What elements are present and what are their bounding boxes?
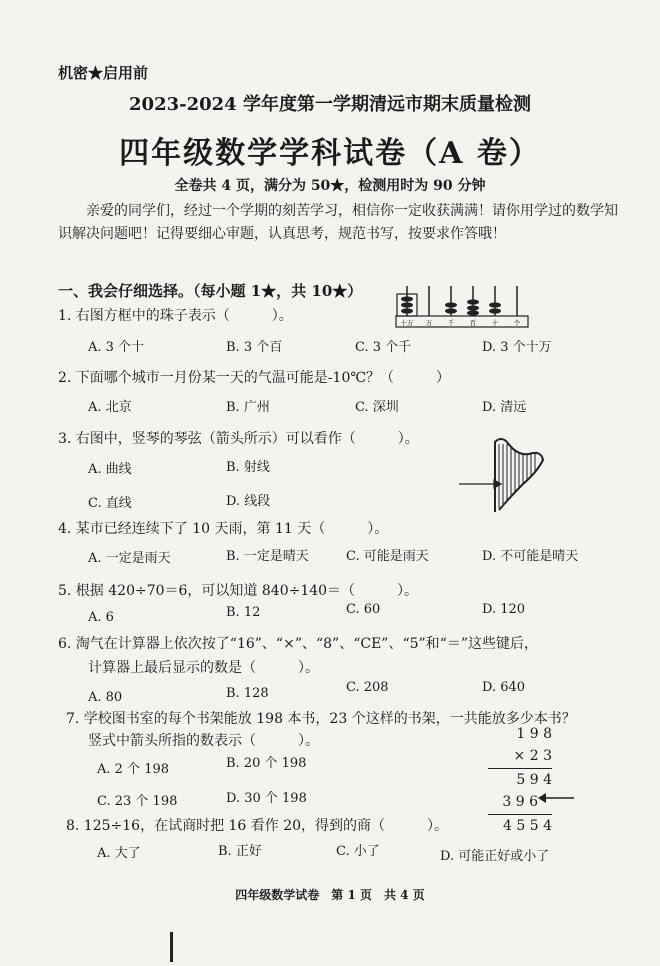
abacus-label: 百 <box>469 319 477 327</box>
q2-option-a: A. 北京 <box>88 400 132 415</box>
q7-option-b: B. 20 个 198 <box>226 756 307 771</box>
q6-option-d: D. 640 <box>482 680 526 695</box>
q5-option-a: A. 6 <box>88 610 114 625</box>
q5-option-c: C. 60 <box>346 602 381 617</box>
question-8-stem: 8. 125÷16，在试商时把 16 看作 20，得到的商（ ）。 <box>66 818 449 834</box>
question-7-stem-cont: 竖式中箭头所指的数表示（ ）。 <box>88 733 319 749</box>
section-1-title: 一、我会仔细选择。（每小题 1★，共 10★） <box>58 282 363 300</box>
calc-rule <box>488 768 552 769</box>
arrow-left-icon <box>536 788 576 808</box>
q8-option-c: C. 小了 <box>336 844 380 859</box>
question-2-stem: 2. 下面哪个城市一月份某一天的气温可能是-10℃？（ ） <box>58 370 451 386</box>
q4-option-a: A. 一定是雨天 <box>88 551 171 566</box>
q4-option-b: B. 一定是晴天 <box>226 549 309 564</box>
q2-option-c: C. 深圳 <box>355 400 399 415</box>
question-3-stem: 3. 右图中，竖琴的琴弦（箭头所示）可以看作（ ）。 <box>58 431 419 447</box>
q1-option-c: C. 3 个千 <box>355 340 412 355</box>
calc-multiplier: × 2 3 <box>513 748 552 764</box>
question-6-stem-cont: 计算器上最后显示的数是（ ）。 <box>88 660 319 676</box>
calc-result: 4 5 5 4 <box>503 818 552 834</box>
q1-option-d: D. 3 个十万 <box>482 340 552 355</box>
q7-option-a: A. 2 个 198 <box>97 762 170 777</box>
q7-option-c: C. 23 个 198 <box>97 794 178 809</box>
calc-partial-2: 3 9 6 <box>502 794 538 810</box>
abacus-label: 千 <box>447 319 455 327</box>
paper-title: 四年级数学学科试卷（A 卷） <box>119 136 541 171</box>
q8-option-a: A. 大了 <box>97 846 141 861</box>
question-6-stem: 6. 淘气在计算器上依次按了“16”、“×”、“8”、“CE”、“5”和“＝”这些键后， <box>58 636 538 652</box>
exam-line: 2023-2024 学年度第一学期清远市期末质量检测 <box>129 94 531 115</box>
abacus-label: 十万 <box>400 319 414 327</box>
q8-option-d: D. 可能正好或小了 <box>440 849 550 864</box>
harp-figure <box>455 432 555 517</box>
q1-option-b: B. 3 个百 <box>226 340 283 355</box>
question-1-stem: 1. 右图方框中的珠子表示（ ）。 <box>58 308 293 324</box>
question-4-stem: 4. 某市已经连续下了 10 天雨，第 11 天（ ）。 <box>58 521 389 537</box>
q4-option-d: D. 不可能是晴天 <box>482 549 579 564</box>
q3-option-c: C. 直线 <box>88 496 132 511</box>
q6-option-a: A. 80 <box>88 690 123 705</box>
calc-rule <box>488 814 552 815</box>
q3-option-b: B. 射线 <box>226 460 270 475</box>
abacus-figure <box>395 280 530 330</box>
page-footer: 四年级数学试卷 第 1 页 共 4 页 <box>235 888 425 902</box>
q6-option-c: C. 208 <box>346 680 389 695</box>
question-5-stem: 5. 根据 420÷70＝6，可以知道 840÷140＝（ ）。 <box>58 583 419 599</box>
q4-option-c: C. 可能是雨天 <box>346 549 429 564</box>
abacus-label: 十 <box>491 319 499 327</box>
calc-partial-1: 5 9 4 <box>516 772 552 788</box>
q3-option-a: A. 曲线 <box>88 462 132 477</box>
question-7-stem: 7. 学校图书室的每个书架能放 198 本书，23 个这样的书架，一共能放多少本书？ <box>66 711 576 727</box>
q8-option-b: B. 正好 <box>218 844 262 859</box>
confidential-label: 机密★启用前 <box>58 64 149 82</box>
vertical-calculation <box>476 726 566 838</box>
abacus-label: 个 <box>513 319 521 327</box>
q5-option-d: D. 120 <box>482 602 526 617</box>
q7-option-d: D. 30 个 198 <box>226 791 307 806</box>
q2-option-d: D. 清远 <box>482 400 527 415</box>
q1-option-a: A. 3 个十 <box>88 340 145 355</box>
paper-meta: 全卷共 4 页，满分为 50★，检测用时为 90 分钟 <box>174 178 486 194</box>
q2-option-b: B. 广州 <box>226 400 270 415</box>
q3-option-d: D. 线段 <box>226 494 271 509</box>
calc-multiplicand: 1 9 8 <box>516 726 552 742</box>
intro-paragraph: 亲爱的同学们，经过一个学期的刻苦学习，相信你一定收获满满！请你用学过的数学知识解决问题吧！记得要细心审题，认真思考，规范书写，按要求作答哦！ <box>58 203 618 242</box>
scan-mark <box>170 932 173 962</box>
q5-option-b: B. 12 <box>226 605 261 620</box>
q6-option-b: B. 128 <box>226 686 269 701</box>
abacus-label: 万 <box>425 319 433 327</box>
